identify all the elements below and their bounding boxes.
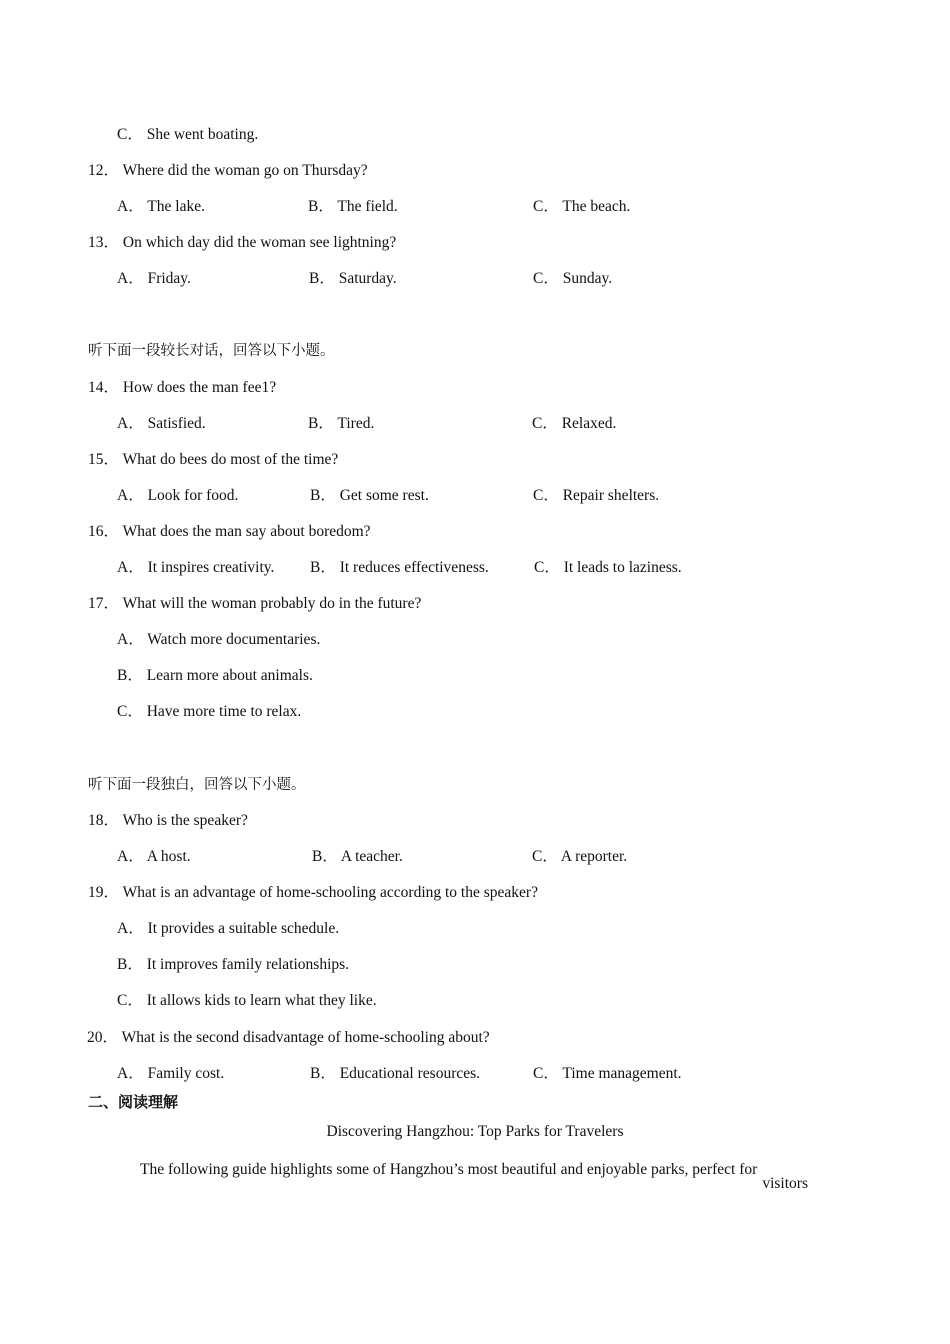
question-number: 20．: [87, 1029, 119, 1046]
q11-option-c: C． She went boating.: [117, 126, 259, 143]
question-19: [88, 883, 538, 903]
question-number: 18．: [88, 812, 120, 829]
question-text: What is an advantage of home-schooling according to the speaker?: [122, 884, 538, 901]
q20-option-c: C． Time management.: [533, 1065, 682, 1082]
question-text: How does the man fee1?: [122, 379, 277, 396]
question-text: What is the second disadvantage of home-schooling about?: [121, 1029, 490, 1046]
q13-option-a: A． Friday.: [117, 270, 191, 287]
question-number: 15．: [88, 451, 120, 468]
question-15: [88, 450, 338, 470]
question-text: What do bees do most of the time?: [122, 451, 339, 468]
q12-option-b: B． The field.: [308, 198, 398, 215]
q20-option-b: B． Educational resources.: [310, 1065, 481, 1082]
q18-option-a: A． A host.: [117, 848, 191, 865]
q19-option-c: C． It allows kids to learn what they like.: [117, 992, 377, 1009]
q17-option-a: A． Watch more documentaries.: [117, 631, 321, 648]
q18-option-c: C． A reporter.: [532, 848, 628, 865]
question-text: Where did the woman go on Thursday?: [122, 162, 368, 179]
question-number: 13．: [88, 234, 120, 251]
passage-intro-line2: visitors: [762, 1175, 808, 1192]
q12-option-c: C． The beach.: [533, 198, 631, 215]
question-20: [87, 1028, 490, 1048]
passage-intro-line1: The following guide highlights some of Hangzhou’s most beautiful and enjoyable parks, perfect for: [140, 1161, 758, 1178]
question-number: 17．: [88, 595, 120, 612]
instruction-long-dialogue: 听下面一段较长对话，回答以下小题。: [88, 343, 335, 359]
q19-option-b: B． It improves family relationships.: [117, 956, 350, 973]
q15-option-c: C． Repair shelters.: [533, 487, 660, 504]
q14-option-b: B． Tired.: [308, 415, 375, 432]
question-16: [88, 522, 371, 542]
q15-option-a: A． Look for food.: [117, 487, 239, 504]
q18-option-b: B． A teacher.: [312, 848, 403, 865]
question-number: 14．: [88, 379, 120, 396]
question-13: [88, 233, 396, 253]
instruction-monologue: 听下面一段独白，回答以下小题。: [88, 777, 306, 793]
q16-option-c: C． It leads to laziness.: [534, 559, 682, 576]
question-number: 19．: [88, 884, 120, 901]
question-text: Who is the speaker?: [122, 812, 248, 829]
question-text: On which day did the woman see lightning?: [122, 234, 397, 251]
q15-option-b: B． Get some rest.: [310, 487, 429, 504]
q17-option-b: B． Learn more about animals.: [117, 667, 313, 684]
question-text: What does the man say about boredom?: [122, 523, 371, 540]
question-number: 12．: [88, 162, 120, 179]
passage-title: Discovering Hangzhou: Top Parks for Travelers: [326, 1123, 624, 1140]
q13-option-b: B． Saturday.: [309, 270, 397, 287]
question-17: [88, 594, 421, 614]
q16-option-a: A． It inspires creativity.: [117, 559, 275, 576]
q14-option-a: A． Satisfied.: [117, 415, 206, 432]
question-number: 16．: [88, 523, 120, 540]
question-text: What will the woman probably do in the future?: [122, 595, 422, 612]
q16-option-b: B． It reduces effectiveness.: [310, 559, 489, 576]
q17-option-c: C． Have more time to relax.: [117, 703, 302, 720]
question-18: [88, 811, 248, 831]
question-12: [88, 161, 368, 181]
question-14: [88, 378, 276, 398]
q14-option-c: C． Relaxed.: [532, 415, 617, 432]
q12-option-a: A． The lake.: [117, 198, 205, 215]
q19-option-a: A． It provides a suitable schedule.: [117, 920, 340, 937]
q20-option-a: A． Family cost.: [117, 1065, 225, 1082]
q13-option-c: C． Sunday.: [533, 270, 613, 287]
section-heading: 二、阅读理解: [88, 1093, 179, 1111]
